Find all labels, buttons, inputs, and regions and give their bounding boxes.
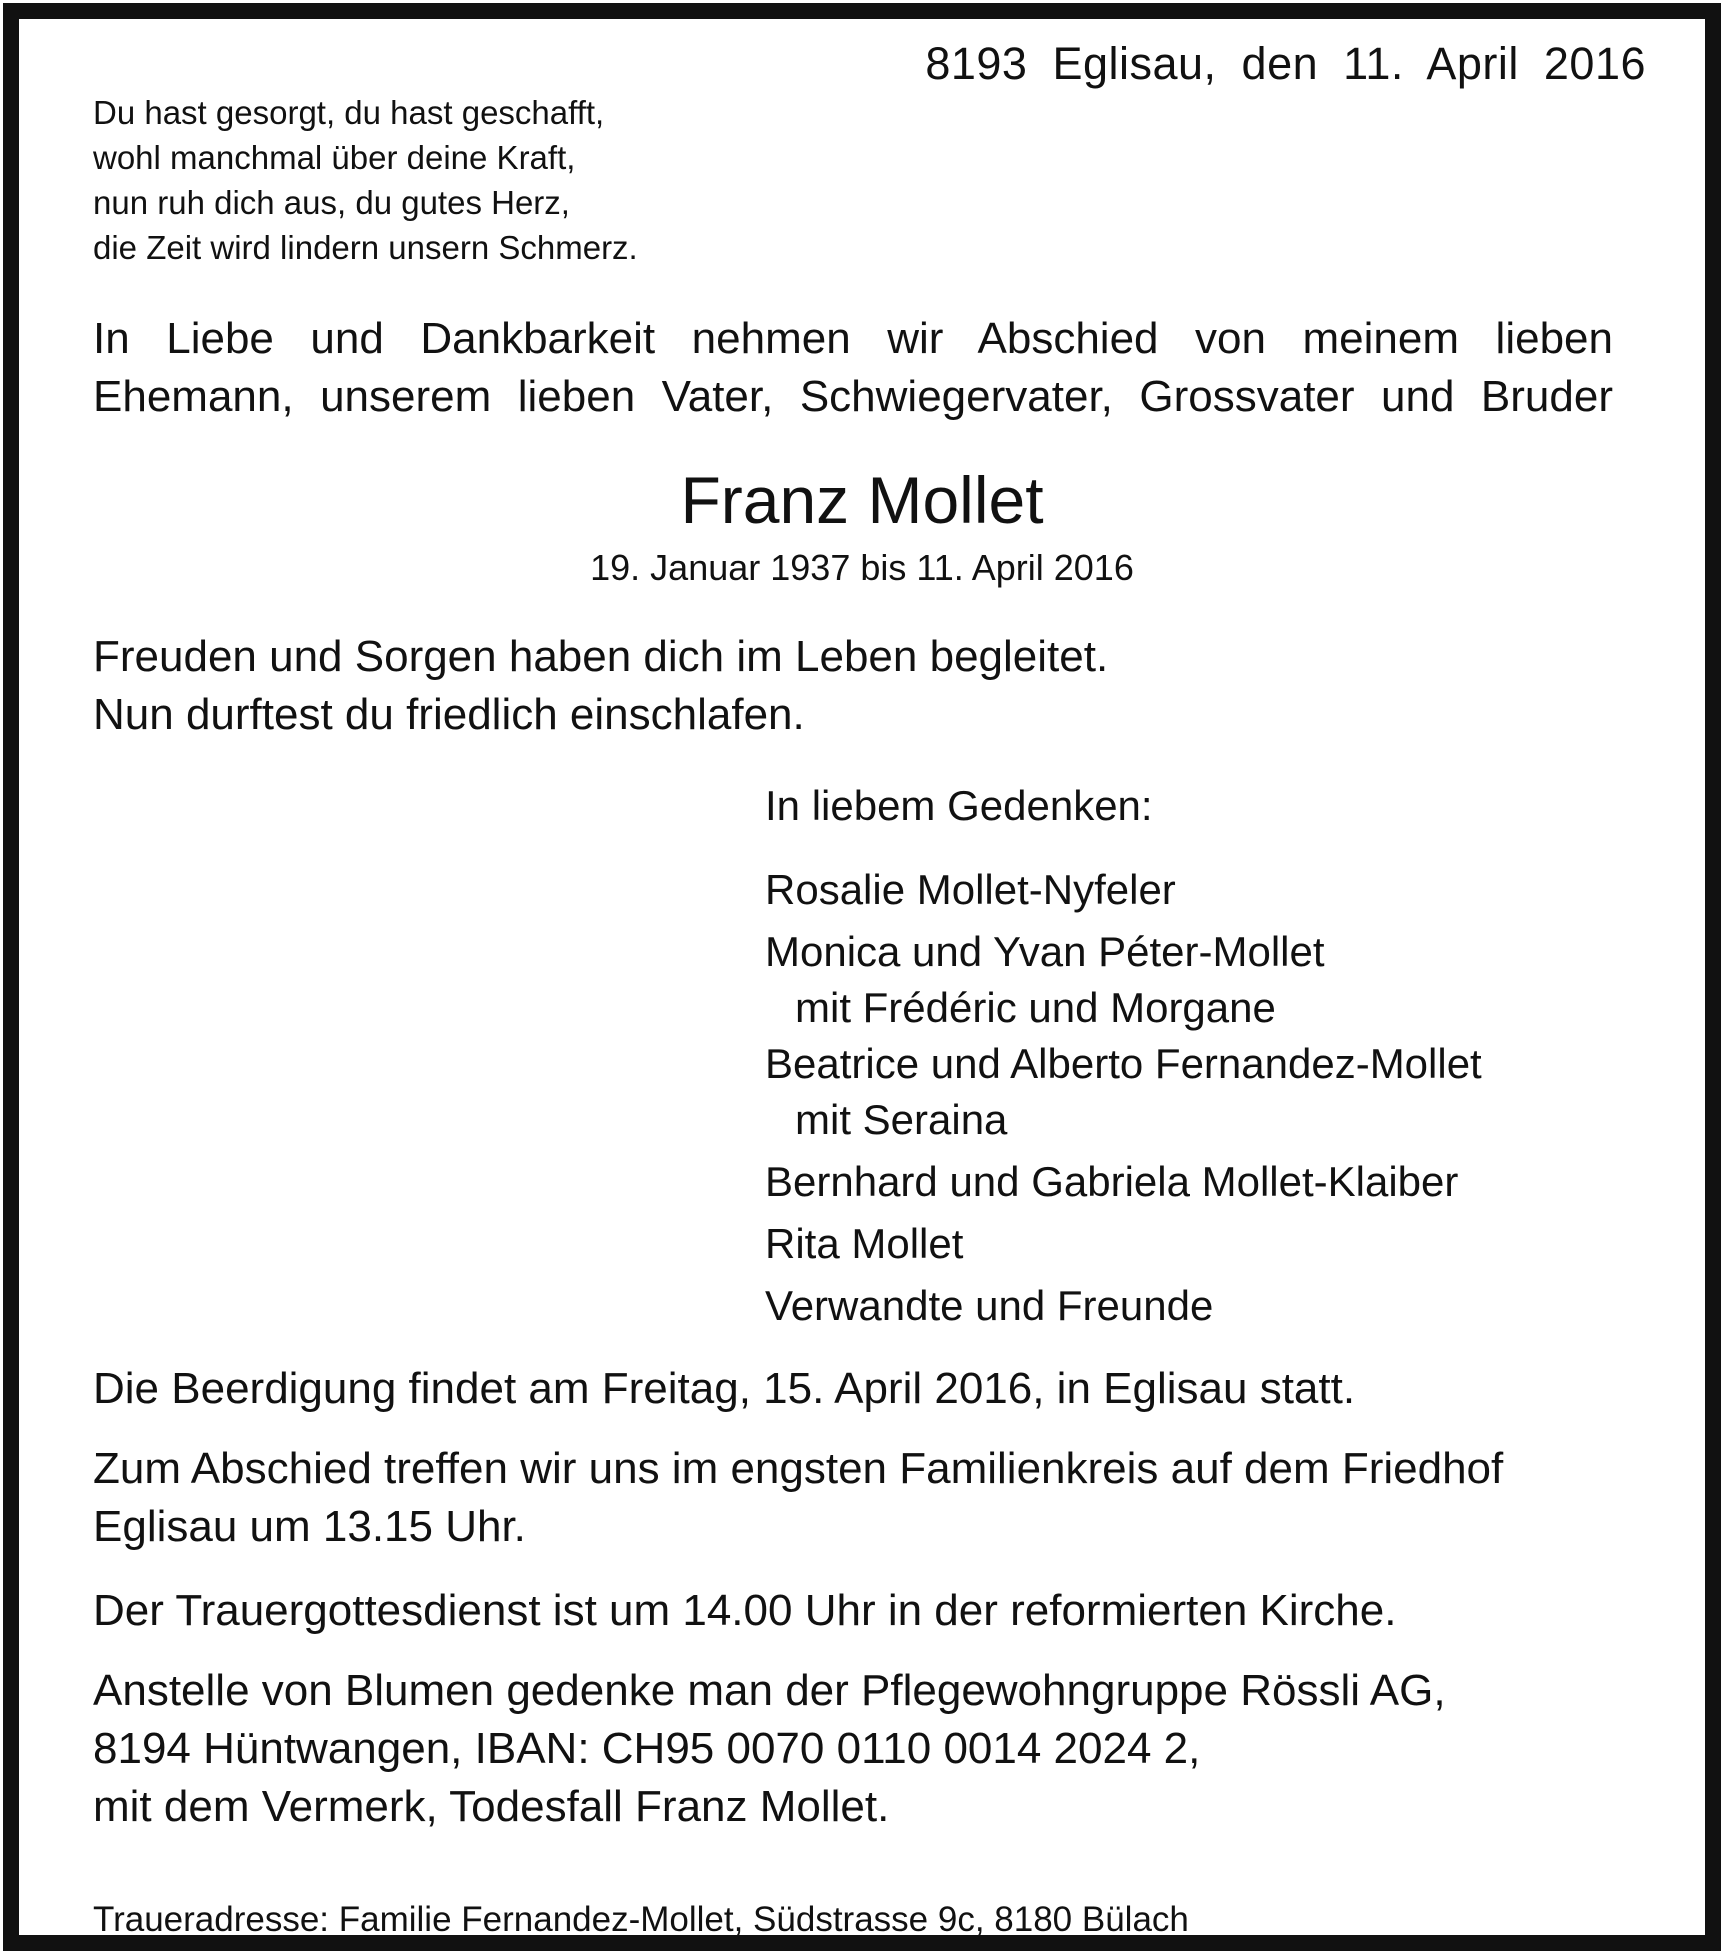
meeting-info bbox=[93, 1440, 1503, 1556]
deceased-name: Franz Mollet bbox=[680, 463, 1044, 537]
donation-line: 8194 Hüntwangen, IBAN: CH95 0070 0110 0014 2024 2, bbox=[93, 1724, 1201, 1773]
mourner-entry: Bernhard und Gabriela Mollet-Klaiber bbox=[765, 1158, 1459, 1205]
farewell-line: Nun durftest du friedlich einschlafen. bbox=[93, 690, 805, 739]
mourner-entry: mit Frédéric und Morgane bbox=[795, 984, 1276, 1031]
poem bbox=[93, 90, 638, 270]
poem-line: Du hast gesorgt, du hast geschafft, bbox=[93, 94, 605, 131]
intro-line: In Liebe und Dankbarkeit nehmen wir Abschied von meinem lieben bbox=[93, 314, 1613, 363]
donation-line: Anstelle von Blumen gedenke man der Pflegewohngruppe Rössli AG, bbox=[93, 1666, 1446, 1715]
mourner-entry: Beatrice und Alberto Fernandez-Mollet bbox=[765, 1040, 1482, 1087]
poem-line: nun ruh dich aus, du gutes Herz, bbox=[93, 184, 570, 221]
mourner-entry: mit Seraina bbox=[795, 1096, 1008, 1143]
intro-paragraph bbox=[93, 310, 1613, 426]
mourner-entry: Rosalie Mollet-Nyfeler bbox=[765, 866, 1176, 913]
mourner-entry: Monica und Yvan Péter-Mollet bbox=[765, 928, 1325, 975]
service-info: Der Trauergottesdienst ist um 14.00 Uhr in der reformierten Kirche. bbox=[93, 1586, 1397, 1635]
poem-line: die Zeit wird lindern unsern Schmerz. bbox=[93, 229, 638, 266]
mourner-entry: Rita Mollet bbox=[765, 1220, 964, 1267]
mourner-entry: Verwandte und Freunde bbox=[765, 1282, 1214, 1329]
life-dates: 19. Januar 1937 bis 11. April 2016 bbox=[590, 547, 1134, 588]
donation-info bbox=[93, 1662, 1446, 1836]
mourning-address: Traueradresse: Familie Fernandez-Mollet, Südstrasse 9c, 8180 Bülach bbox=[93, 1900, 1189, 1939]
poem-line: wohl manchmal über deine Kraft, bbox=[93, 139, 576, 176]
donation-line: mit dem Vermerk, Todesfall Franz Mollet. bbox=[93, 1782, 890, 1831]
meeting-line: Eglisau um 13.15 Uhr. bbox=[93, 1502, 526, 1551]
intro-line: Ehemann, unserem lieben Vater, Schwiegervater, Grossvater und Bruder bbox=[93, 372, 1613, 421]
mourners-list bbox=[765, 862, 1482, 1334]
memorial-title: In liebem Gedenken: bbox=[765, 782, 1153, 829]
farewell-paragraph bbox=[93, 628, 1108, 744]
burial-info: Die Beerdigung findet am Freitag, 15. April 2016, in Eglisau statt. bbox=[93, 1364, 1356, 1413]
meeting-line: Zum Abschied treffen wir uns im engsten Familienkreis auf dem Friedhof bbox=[93, 1444, 1504, 1493]
farewell-line: Freuden und Sorgen haben dich im Leben begleitet. bbox=[93, 632, 1109, 681]
place-date: 8193 Eglisau, den 11. April 2016 bbox=[925, 38, 1646, 89]
